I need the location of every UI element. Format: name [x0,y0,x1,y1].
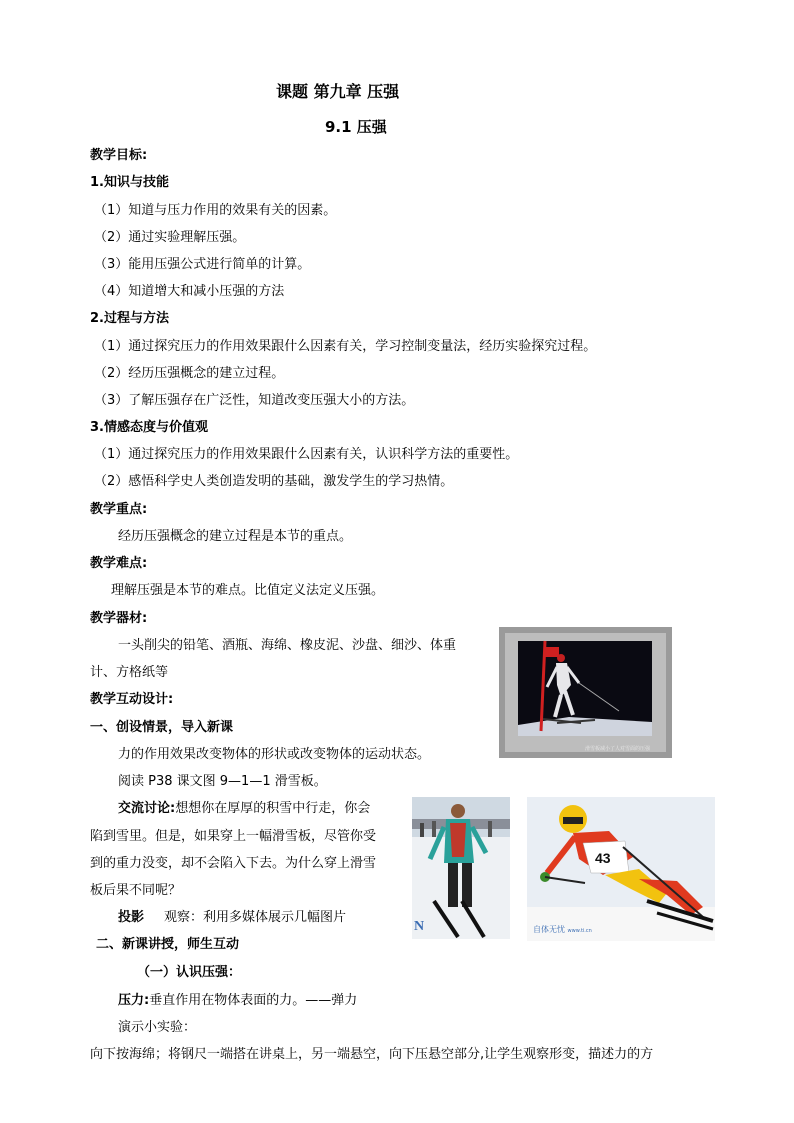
equipment-heading: 教学器材: [90,611,148,626]
projection-label: 投影 [118,910,145,925]
discussion-label: 交流讨论: [118,801,176,816]
objective-2-item: （1）通过探究压力的作用效果跟什么因素有关，学习控制变量法，经历实验探究过程。 [94,339,597,354]
objective-2-item: （2）经历压强概念的建立过程。 [94,366,285,381]
discussion-line: 板后果不同呢？ [90,883,182,898]
watermark [533,924,592,935]
night-skier-image [499,627,672,758]
demo-text: 演示小实验： [118,1020,197,1035]
design-heading: 教学互动设计: [90,692,174,707]
racing-skier-image [527,797,715,941]
difficulty-text: 理解压强是本节的难点。比值定义法定义压强。 [111,583,385,598]
standing-skier-image [412,797,510,939]
difficulty-heading: 教学难点: [90,556,148,571]
part2-subheading: （一）认识压强： [137,965,242,980]
objective-2-heading: 2.过程与方法 [90,311,169,326]
equipment-line-1: 一头削尖的铅笔、酒瓶、海绵、橡皮泥、沙盘、细沙、体重 [118,638,457,653]
objective-1-item: （2）通过实验理解压强。 [94,230,246,245]
objective-1-item: （4）知道增大和减小压强的方法 [94,284,285,299]
page-title: 课题 第九章 压强 [276,82,400,101]
figure-caption: 滑雪板减小了人对雪面的压强 [585,746,651,752]
objective-3-item: （1）通过探究压力的作用效果跟什么因素有关，认识科学方法的重要性。 [94,447,519,462]
objective-3-item: （2）感悟科学史人类创造发明的基础，激发学生的学习热情。 [94,474,454,489]
last-line: 向下按海绵；将钢尺一端搭在讲桌上，另一端悬空，向下压悬空部分,让学生观察形变，描述力的方 [90,1047,654,1062]
bib-number: 43 [595,850,611,866]
discussion-line [118,801,370,817]
objective-2-item: （3）了解压强存在广泛性，知道改变压强大小的方法。 [94,393,415,408]
pressure-text: 垂直作用在物体表面的力。——弹力 [149,993,358,1008]
projection-text: 观察：利用多媒体展示几幅图片 [164,910,347,925]
watermark-url: www.ti.cn [567,928,592,934]
figure-racing-skier [527,797,715,941]
figure-standing-skier [412,797,510,939]
key-text: 经历压强概念的建立过程是本节的重点。 [118,529,353,544]
objective-1-heading: 1.知识与技能 [90,175,169,190]
discussion-line: 陷到雪里。但是，如果穿上一幅滑雪板，尽管你受 [90,829,377,844]
equipment-line-2: 计、方格纸等 [90,665,169,680]
figure-night-skier [499,627,672,758]
watermark: N [414,919,425,934]
part2-heading: 二、新课讲授，师生互动 [96,937,240,952]
watermark-brand: 自体无忧 [533,925,565,934]
projection-line [118,910,346,926]
pressure-definition [118,993,357,1009]
key-heading: 教学重点: [90,502,148,517]
section-title: 9.1 压强 [325,118,387,136]
part1-heading: 一、创设情景，导入新课 [90,720,234,735]
objective-1-item: （3）能用压强公式进行简单的计算。 [94,257,311,272]
objective-3-heading: 3.情感态度与价值观 [90,420,208,435]
discussion-line: 到的重力没变，却不会陷入下去。为什么穿上滑雪 [90,856,377,871]
part1-paragraph: 力的作用效果改变物体的形状或改变物体的运动状态。 [118,747,431,762]
objectives-heading: 教学目标: [90,148,148,163]
pressure-label: 压力: [118,993,150,1008]
part1-reading: 阅读 P38 课文图 9—1—1 滑雪板。 [118,774,327,789]
discussion-text: 想想你在厚厚的积雪中行走，你会 [175,801,371,816]
objective-1-item: （1）知道与压力作用的效果有关的因素。 [94,203,337,218]
